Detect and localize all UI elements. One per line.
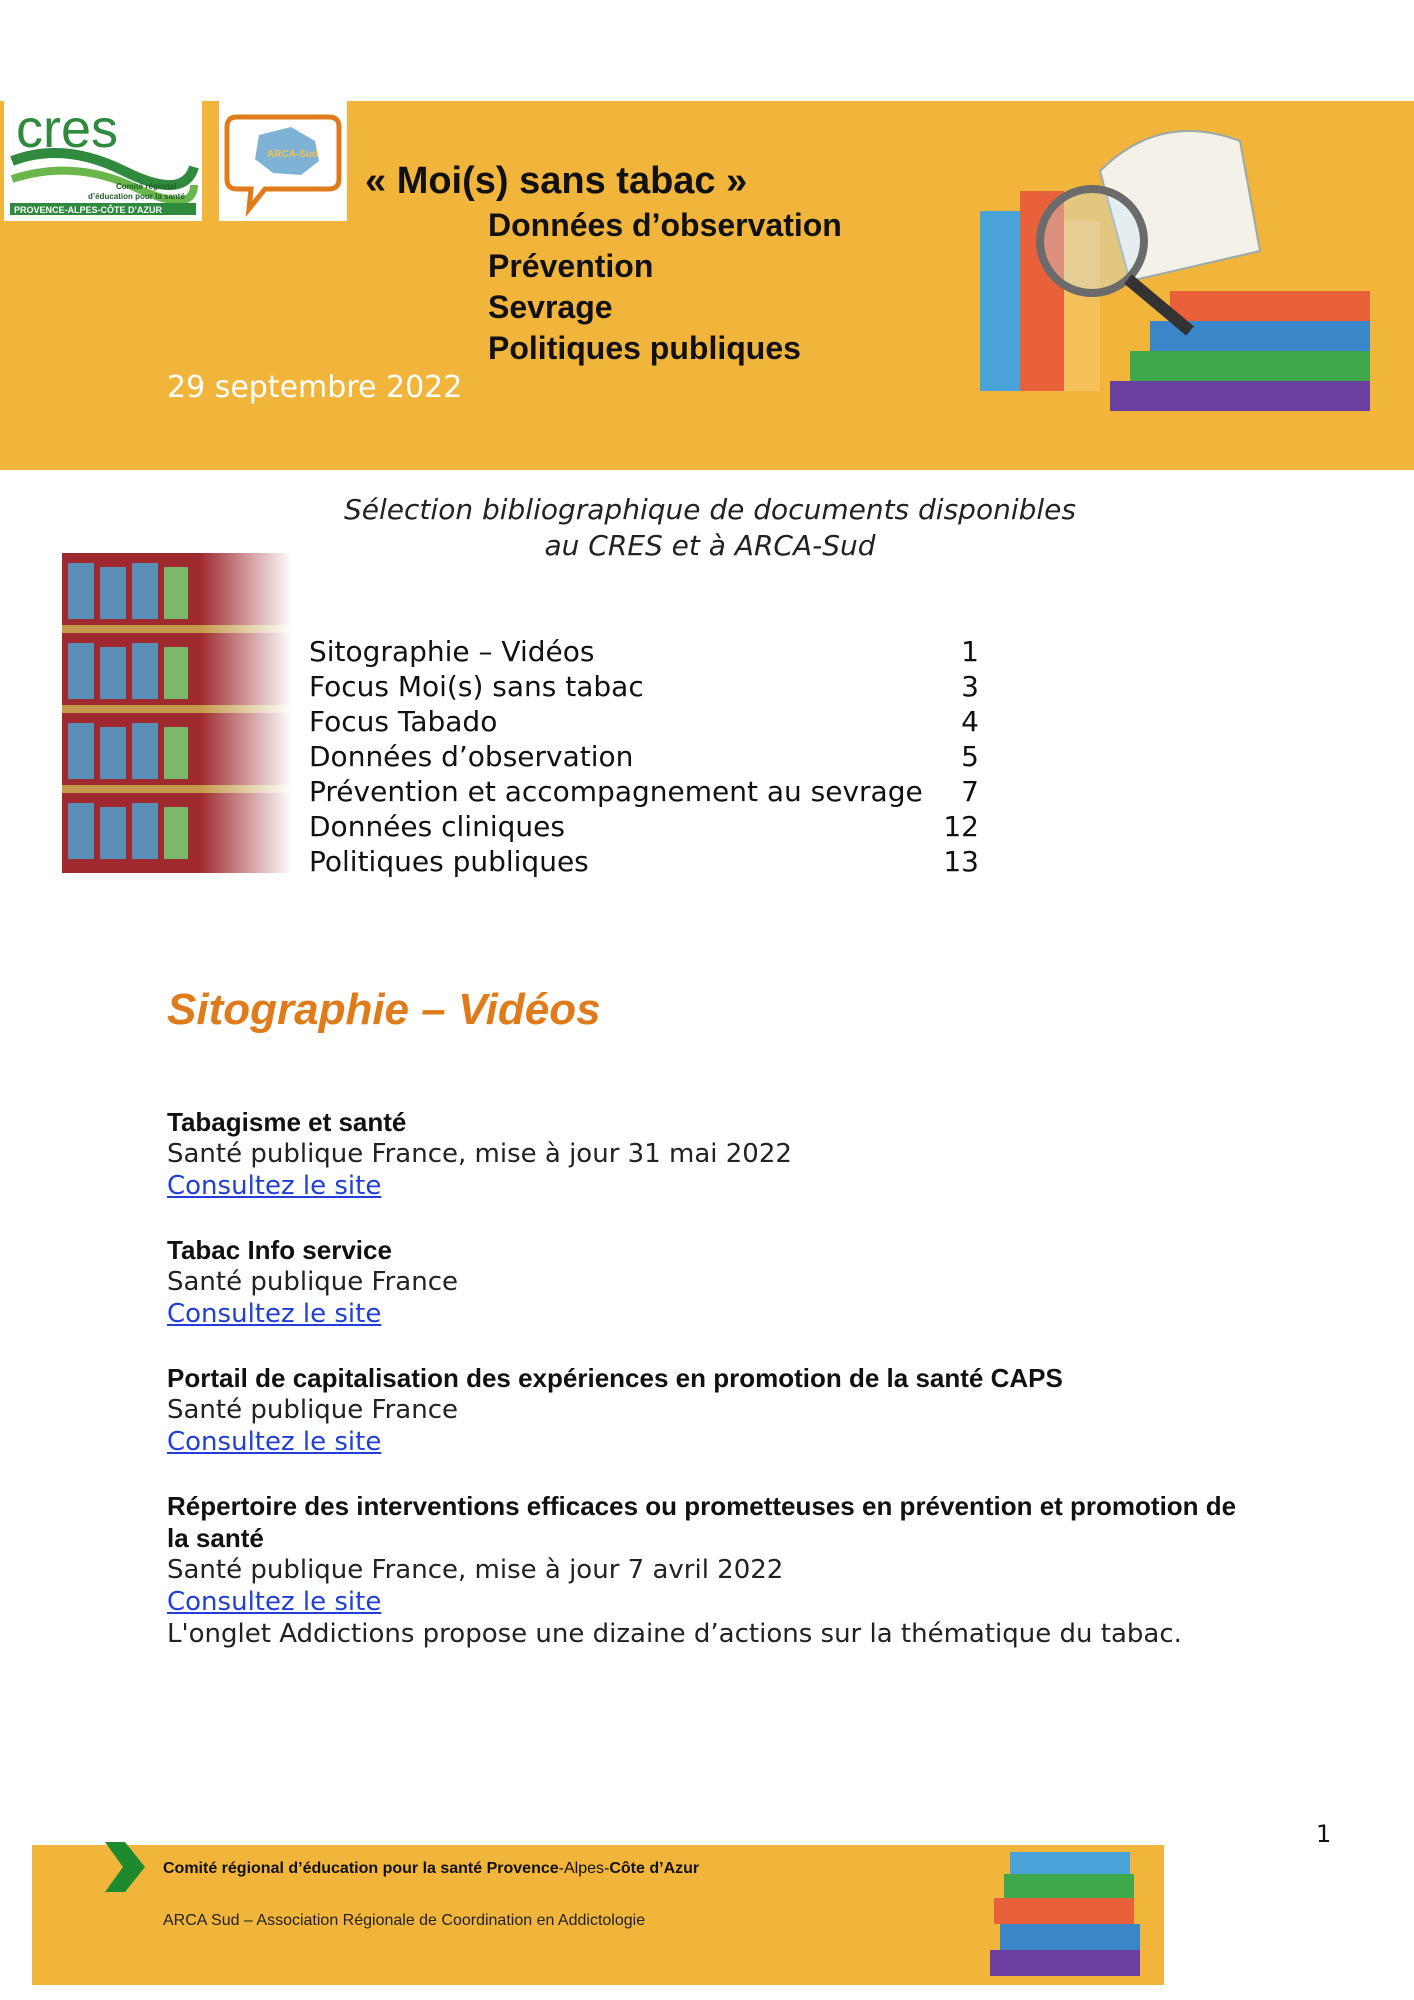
toc-item-page: 7 <box>961 775 979 808</box>
toc-item[interactable] <box>309 669 979 704</box>
resource-source: Santé publique France, mise à jour 31 mai 2022 <box>167 1139 792 1169</box>
subtitle-observation: Données d’observation <box>488 207 842 243</box>
section-heading: Sitographie – Vidéos <box>167 985 601 1034</box>
resource-entry <box>167 1362 1257 1458</box>
footer-org-middle: -Alpes- <box>558 1860 610 1877</box>
resource-title: Répertoire des interventions efficaces ou prometteuses en prévention et promotion de la santé <box>167 1491 1237 1553</box>
toc-item-label: Focus Moi(s) sans tabac <box>309 670 644 703</box>
subtitle-politiques: Politiques publiques <box>488 330 801 366</box>
resource-source: Santé publique France, mise à jour 7 avril 2022 <box>167 1555 784 1585</box>
resource-entry <box>167 1234 1257 1330</box>
consult-site-link[interactable]: Consultez le site <box>167 1427 382 1457</box>
svg-text:PROVENCE-ALPES-CÔTE D’AZUR: PROVENCE-ALPES-CÔTE D’AZUR <box>14 205 163 215</box>
footer-org-provence: Provence <box>486 1860 559 1877</box>
arca-logo <box>219 101 347 221</box>
footer-arca-line: ARCA Sud – Association Régionale de Coordination en Addictologie <box>163 1912 646 1929</box>
toc-item-page: 5 <box>961 740 979 773</box>
footer-org-prefix: Comité régional d’éducation pour la santé <box>163 1860 487 1877</box>
toc-item[interactable] <box>309 809 979 844</box>
intro-text <box>300 492 1120 564</box>
arca-speech-bubble-icon <box>219 101 347 221</box>
subtitle-sevrage: Sevrage <box>488 289 613 325</box>
consult-site-link[interactable]: Consultez le site <box>167 1299 382 1329</box>
resource-entry <box>167 1490 1257 1650</box>
resource-entry <box>167 1106 1257 1202</box>
toc-item[interactable] <box>309 704 979 739</box>
toc-item[interactable] <box>309 844 979 879</box>
toc-item-label: Sitographie – Vidéos <box>309 635 595 668</box>
svg-text:d’éducation pour la santé: d’éducation pour la santé <box>88 192 185 201</box>
page-number: 1 <box>1316 1820 1332 1848</box>
toc-item-page: 12 <box>943 810 979 843</box>
toc-item-page: 4 <box>961 705 979 738</box>
intro-line-2: au CRES et à ARCA-Sud <box>544 529 876 562</box>
resource-title: Portail de capitalisation des expériences en promotion de la santé CAPS <box>167 1363 1063 1393</box>
page-title: « Moi(s) sans tabac » <box>365 160 748 202</box>
svg-text:Comité régional: Comité régional <box>116 182 177 191</box>
toc-item-label: Données d’observation <box>309 740 634 773</box>
footer-org-line <box>163 1860 699 1878</box>
subtitle-prevention: Prévention <box>488 248 654 284</box>
consult-site-link[interactable]: Consultez le site <box>167 1587 382 1617</box>
toc-item-page: 1 <box>961 635 979 668</box>
resource-source: Santé publique France <box>167 1267 459 1297</box>
toc-item[interactable] <box>309 739 979 774</box>
svg-text:ARCA-Sud: ARCA-Sud <box>267 149 319 160</box>
publication-date: 29 septembre 2022 <box>167 370 463 405</box>
svg-text:cres: cres <box>16 101 119 159</box>
toc-item[interactable] <box>309 634 979 669</box>
toc-item[interactable] <box>309 774 979 809</box>
book-stack-illustration <box>970 1840 1170 1985</box>
table-of-contents <box>309 634 979 879</box>
books-magnifier-illustration <box>960 101 1414 470</box>
resource-source: Santé publique France <box>167 1395 459 1425</box>
green-arrow-icon <box>103 1840 147 1894</box>
toc-item-page: 13 <box>943 845 979 878</box>
toc-item-label: Données cliniques <box>309 810 565 843</box>
toc-item-label: Prévention et accompagnement au sevrage <box>309 775 923 808</box>
footer-org-cote: Côte d’Azur <box>609 1860 700 1877</box>
intro-line-1: Sélection bibliographique de documents disponibles <box>344 493 1076 526</box>
resource-note: L'onglet Addictions propose une dizaine d’actions sur la thématique du tabac. <box>167 1619 1182 1649</box>
toc-item-label: Politiques publiques <box>309 845 589 878</box>
resource-title: Tabac Info service <box>167 1235 392 1265</box>
cres-logo <box>4 101 202 221</box>
toc-item-label: Focus Tabado <box>309 705 498 738</box>
resource-title: Tabagisme et santé <box>167 1107 407 1137</box>
bookshelf-photo <box>62 553 292 873</box>
toc-item-page: 3 <box>961 670 979 703</box>
consult-site-link[interactable]: Consultez le site <box>167 1171 382 1201</box>
